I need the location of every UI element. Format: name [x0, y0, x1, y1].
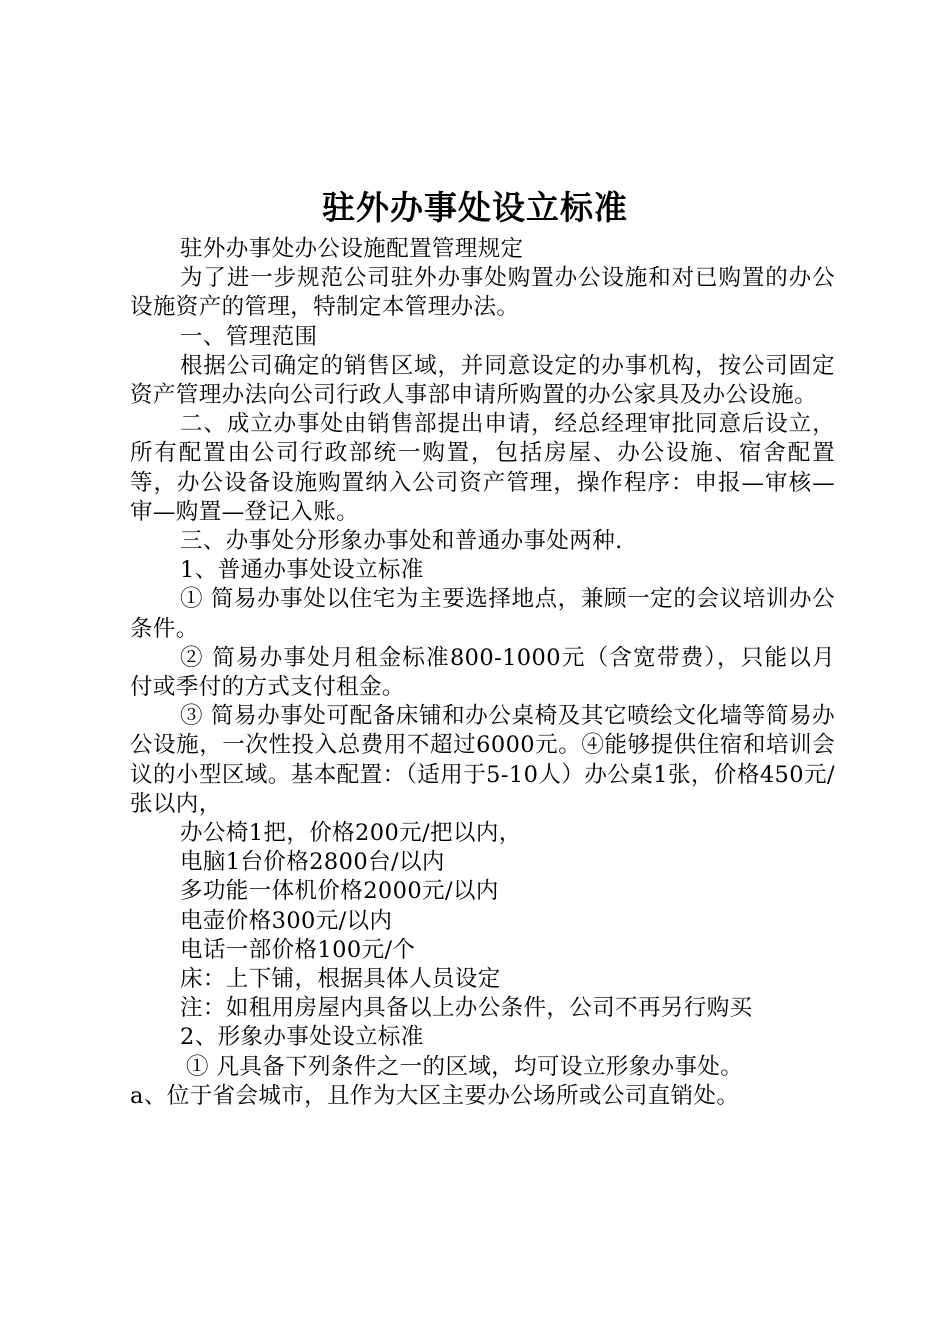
heading-image-office: 2、形象办事处设立标准: [180, 1024, 424, 1051]
list-item-bed: 床：上下铺，根据具体人员设定: [180, 966, 501, 993]
paragraph-image-condition: ① 凡具备下列条件之一的区域，均可设立形象办事处。: [186, 1053, 744, 1080]
heading-scope: 一、管理范围: [180, 323, 318, 350]
list-item-kettle: 电壶价格300元/以内: [180, 907, 393, 934]
document-title: 驻外办事处设立标准: [322, 188, 628, 227]
paragraph-note: 注：如租用房屋内具备以上办公条件，公司不再另行购买: [180, 995, 753, 1022]
paragraph-condition-a: a、位于省会城市，且作为大区主要办公场所或公司直销处。: [130, 1082, 740, 1109]
list-item-printer: 多功能一体机价格2000元/以内: [180, 878, 499, 905]
paragraph-establishment: 二、成立办事处由销售部提出申请，经总经理审批同意后设立，所有配置由公司行政部统一购置，包括房屋、办公设施、宿舍配置等，办公设备设施购置纳入公司资产管理，操作程序：申报—审核—审—购置—登记入账。: [130, 411, 835, 525]
paragraph-scope: 根据公司确定的销售区域，并同意设定的办事机构，按公司固定资产管理办法向公司行政人事部申请所购置的办公家具及办公设施。: [130, 352, 835, 409]
paragraph-item-3: ③ 简易办事处可配备床铺和办公桌椅及其它喷绘文化墙等简易办公设施，一次性投入总费用不超过6000元。④能够提供住宿和培训会议的小型区域。基本配置：（适用于5-10人）办公桌1张，价格450元/张以内，: [130, 703, 835, 817]
list-item-computer: 电脑1台价格2800台/以内: [180, 849, 445, 876]
heading-ordinary-office: 1、普通办事处设立标准: [180, 557, 424, 584]
document-body: [130, 235, 835, 1111]
paragraph-office-types: 三、办事处分形象办事处和普通办事处两种.: [180, 528, 623, 555]
paragraph-purpose: 为了进一步规范公司驻外办事处购置办公设施和对已购置的办公设施资产的管理，特制定本管理办法。: [130, 265, 835, 321]
list-item-phone: 电话一部价格100元/个: [180, 936, 416, 963]
paragraph-item-2: ② 简易办事处月租金标准800-1000元（含宽带费），只能以月付或季付的方式支付租金。: [130, 644, 835, 701]
paragraph-subtitle: 驻外办事处办公设施配置管理规定: [180, 236, 524, 262]
paragraph-item-1: ① 简易办事处以住宅为主要选择地点，兼顾一定的会议培训办公条件。: [130, 586, 835, 642]
list-item-chair: 办公椅1把，价格200元/把以内，: [180, 820, 522, 847]
